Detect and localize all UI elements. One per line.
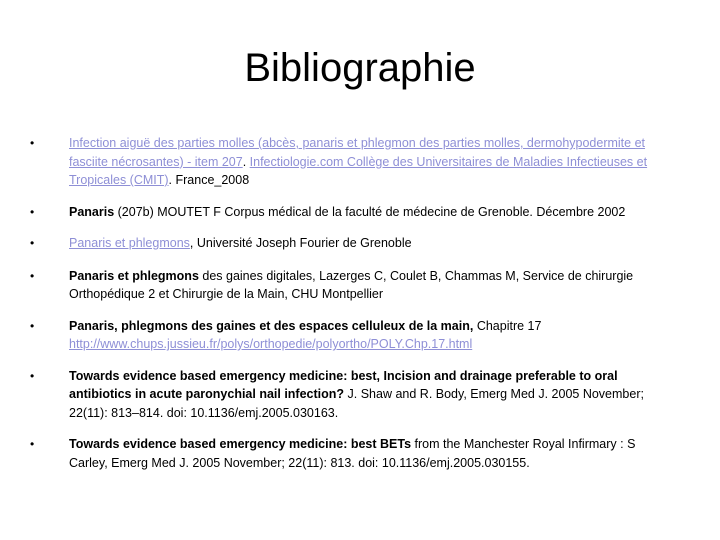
reference-text: Chapitre 17 bbox=[473, 318, 542, 333]
reference-link-cmit-item[interactable]: Infection aiguë des parties molles (abcès, panaris et phlegmon des parties molles, dermohypodermite et fasciite nécrosantes) - item 207 bbox=[69, 136, 646, 169]
bullet-icon: • bbox=[30, 437, 35, 451]
reference-separator: . bbox=[242, 154, 250, 169]
reference-item-5 bbox=[30, 317, 670, 354]
reference-title: Panaris et phlegmons bbox=[69, 268, 199, 283]
reference-item-4 bbox=[30, 267, 670, 304]
reference-text: from the Manchester Royal Infirmary : S Carley, Emerg Med J. 2005 November; 22(11): 813. doi: 10.1136/emj.2005.030155. bbox=[69, 437, 636, 470]
reference-item-3 bbox=[30, 234, 670, 253]
slide-title: Bibliographie bbox=[244, 46, 476, 90]
bibliography-list bbox=[30, 134, 670, 485]
reference-title: Towards evidence based emergency medicine: best, Incision and drainage preferable to oral antibiotics in acute paronychial nail infection? bbox=[69, 368, 618, 401]
reference-link-chups-url[interactable]: http://www.chups.jussieu.fr/polys/orthopedie/polyortho/POLY.Chp.17.html bbox=[69, 337, 473, 351]
reference-text: des gaines digitales, Lazerges C, Coulet B, Chammas M, Service de chirurgie Orthopédique 2 et Chirurgie de la Main, CHU Montpellier bbox=[69, 268, 634, 301]
bullet-icon: • bbox=[30, 136, 35, 150]
bullet-icon: • bbox=[30, 236, 35, 250]
reference-link-infectiologie[interactable]: Infectiologie.com Collège des Universitaires de Maladies Infectieuses et Tropicales (CMIT) bbox=[69, 154, 648, 187]
reference-text: , Université Joseph Fourier de Grenoble bbox=[189, 236, 412, 250]
reference-link-panaris-phlegmons[interactable]: Panaris et phlegmons bbox=[69, 236, 190, 250]
reference-title: Panaris bbox=[69, 204, 115, 219]
reference-title: Towards evidence based emergency medicine: best BETs bbox=[69, 437, 412, 451]
reference-item-7 bbox=[30, 435, 670, 472]
reference-text: . France_2008 bbox=[168, 173, 250, 187]
reference-item-1 bbox=[30, 134, 670, 190]
bullet-icon: • bbox=[30, 268, 35, 283]
reference-item-6 bbox=[30, 367, 670, 423]
reference-title: Panaris, phlegmons des gaines et des espaces celluleux de la main, bbox=[69, 318, 474, 333]
bullet-icon: • bbox=[30, 368, 35, 383]
reference-text: (207b) MOUTET F Corpus médical de la faculté de médecine de Grenoble. Décembre 2002 bbox=[114, 204, 626, 219]
bullet-icon: • bbox=[30, 318, 35, 333]
bullet-icon: • bbox=[30, 204, 35, 219]
reference-text: J. Shaw and R. Body, Emerg Med J. 2005 November; 22(11): 813–814. doi: 10.1136/emj.2005.030163. bbox=[69, 387, 644, 420]
reference-item-2 bbox=[30, 203, 670, 222]
